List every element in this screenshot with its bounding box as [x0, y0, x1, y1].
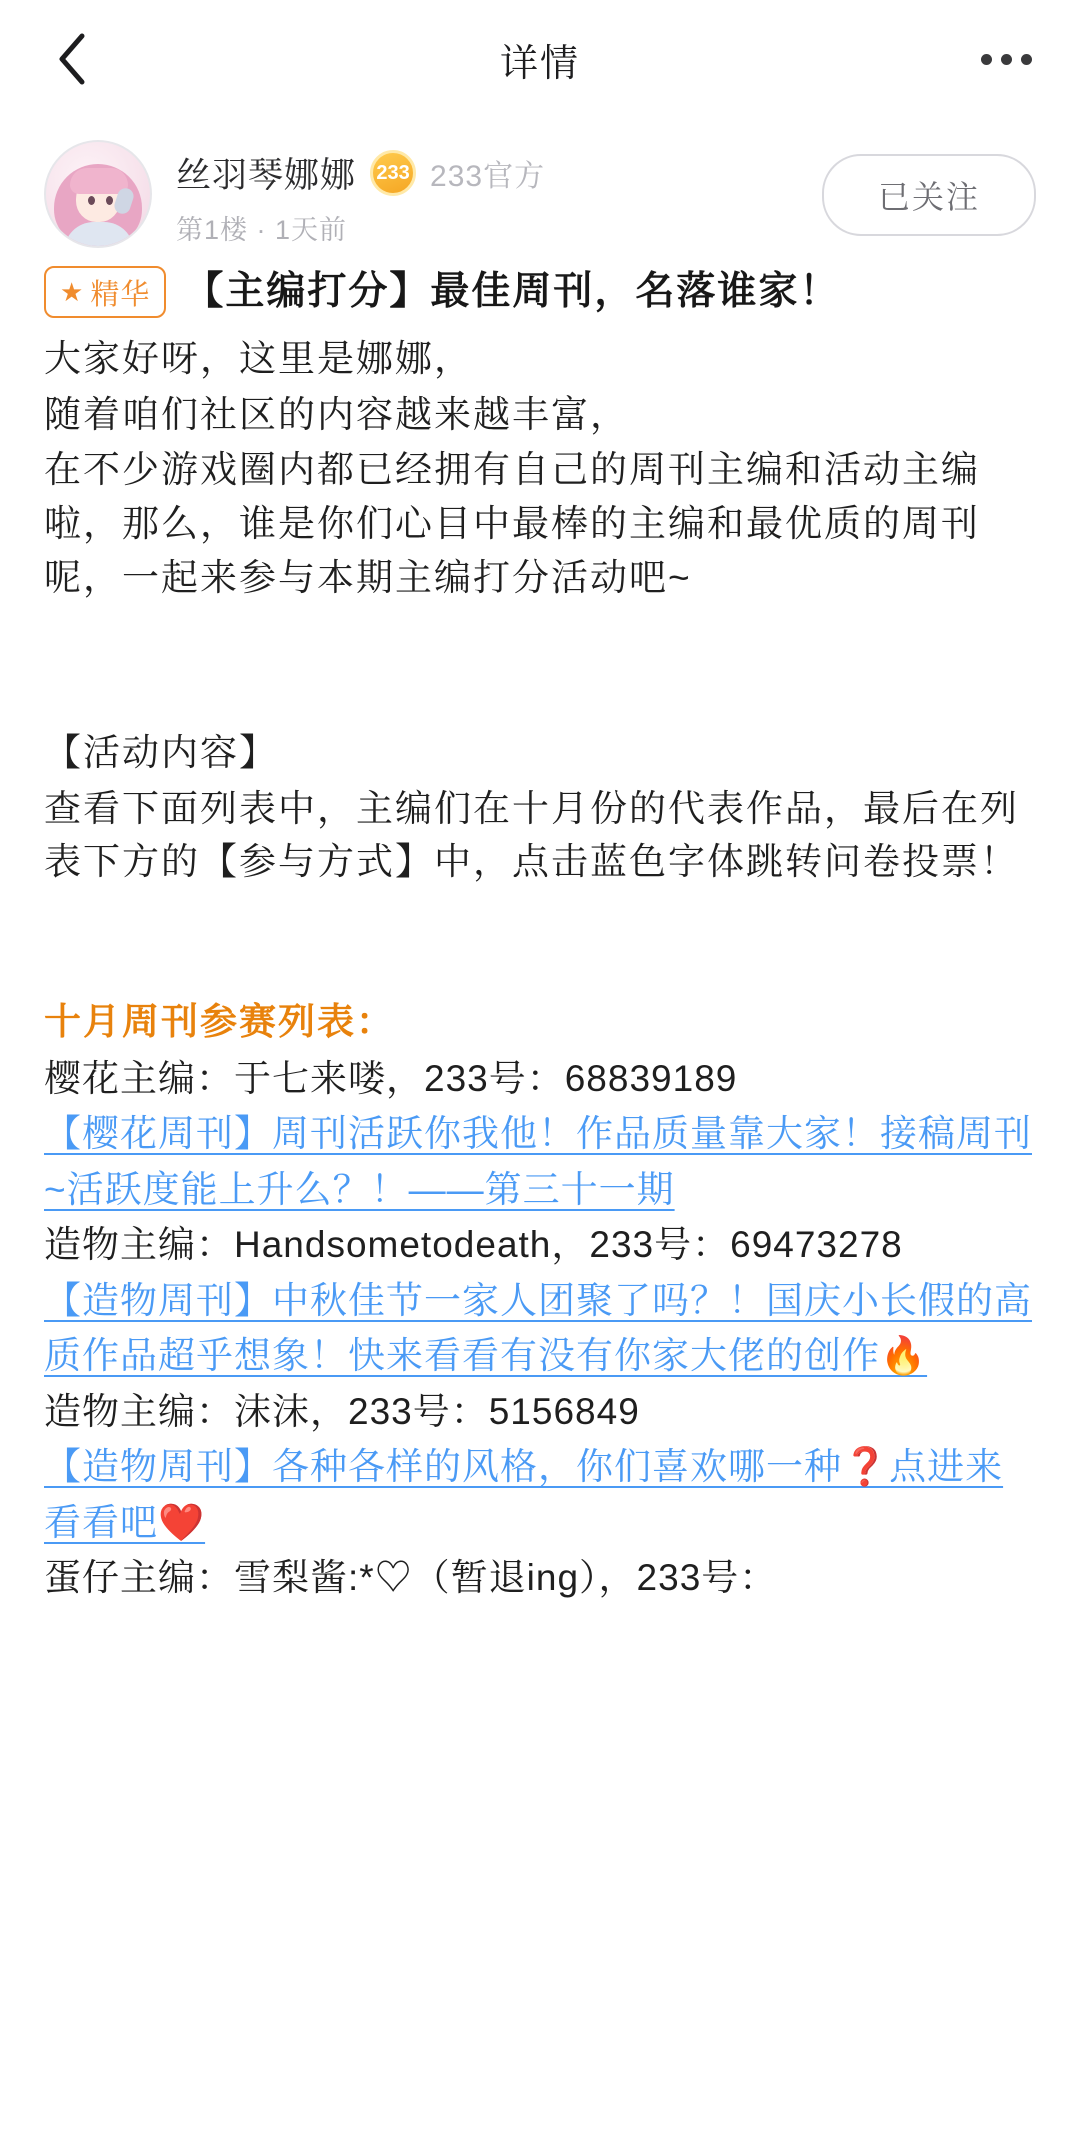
page-title: 详情 — [499, 42, 580, 85]
content-spacer-1 — [44, 606, 1036, 726]
activity-section-body: 查看下面列表中，主编们在十月份的代表作品，最后在列表下方的【参与方式】中，点击蓝色字体跳转问卷投票！ — [44, 787, 1019, 883]
entry-editor-name: 樱花主编：于七来喽，233号：68839189 — [44, 1057, 738, 1099]
list-item — [44, 1550, 1036, 1606]
activity-section-title: 【活动内容】 — [44, 732, 278, 774]
author-name[interactable]: 丝羽琴娜娜 — [176, 156, 357, 195]
post-title-row — [44, 266, 1036, 318]
official-tag-label: 233官方 — [430, 160, 546, 193]
more-horizontal-icon-dot-2 — [1001, 54, 1012, 65]
back-button[interactable] — [44, 31, 100, 87]
avatar-eye-left — [88, 196, 95, 205]
entry-article-link[interactable]: 【造物周刊】各种各样的风格，你们喜欢哪一种❓点进来看看吧❤️ — [44, 1446, 1004, 1543]
entry-article-link[interactable]: 【樱花周刊】周刊活跃你我他！作品质量靠大家！接稿周刊~活跃度能上升么？！——第三十一期 — [44, 1113, 1032, 1210]
official-badge-icon: 233 — [370, 150, 416, 196]
entry-article-link[interactable]: 【造物周刊】中秋佳节一家人团聚了吗？！国庆小长假的高质作品超乎想象！快来看看有没有你家大佬的创作🔥 — [44, 1279, 1032, 1377]
entry-editor-name: 造物主编：沫沫，233号：5156849 — [44, 1390, 640, 1432]
chevron-left-icon — [55, 31, 89, 87]
content-spacer-2 — [44, 891, 1036, 995]
essence-badge-label: 精华 — [90, 278, 151, 311]
post-paragraph-3: 在不少游戏圈内都已经拥有自己的周刊主编和活动主编啦，那么，谁是你们心目中最棒的主编和最优质的周刊呢，一起来参与本期主编打分活动吧~ — [44, 449, 980, 598]
more-options-button[interactable] — [977, 44, 1036, 75]
post-paragraph-1: 大家好呀，这里是娜娜， — [44, 338, 473, 379]
more-horizontal-icon-dot-3 — [1021, 54, 1032, 65]
list-item — [44, 1384, 1036, 1551]
list-title: 十月周刊参赛列表： — [44, 1001, 395, 1043]
author-name-row — [176, 148, 822, 198]
avatar[interactable] — [44, 140, 152, 248]
author-header — [0, 118, 1080, 248]
author-info — [176, 140, 822, 247]
follow-button[interactable]: 已关注 — [822, 154, 1036, 236]
list-item — [44, 1217, 1036, 1384]
top-navigation-bar — [0, 0, 1080, 118]
entry-editor-name: 造物主编：Handsometodeath，233号：69473278 — [44, 1224, 903, 1266]
avatar-eye-right — [106, 196, 113, 205]
essence-badge — [44, 266, 166, 318]
post-meta: 第1楼 · 1天前 — [176, 215, 348, 245]
list-item — [44, 1051, 1036, 1218]
more-horizontal-icon-dot-1 — [981, 54, 992, 65]
post-title: 【主编打分】最佳周刊，名落谁家！ — [184, 269, 841, 313]
entry-editor-name: 蛋仔主编：雪梨酱:*♡（暂退ing），233号： — [44, 1557, 778, 1599]
post-content — [0, 248, 1080, 1606]
post-paragraph-2: 随着咱们社区的内容越来越丰富， — [44, 393, 629, 435]
star-icon: ★ — [60, 277, 85, 307]
